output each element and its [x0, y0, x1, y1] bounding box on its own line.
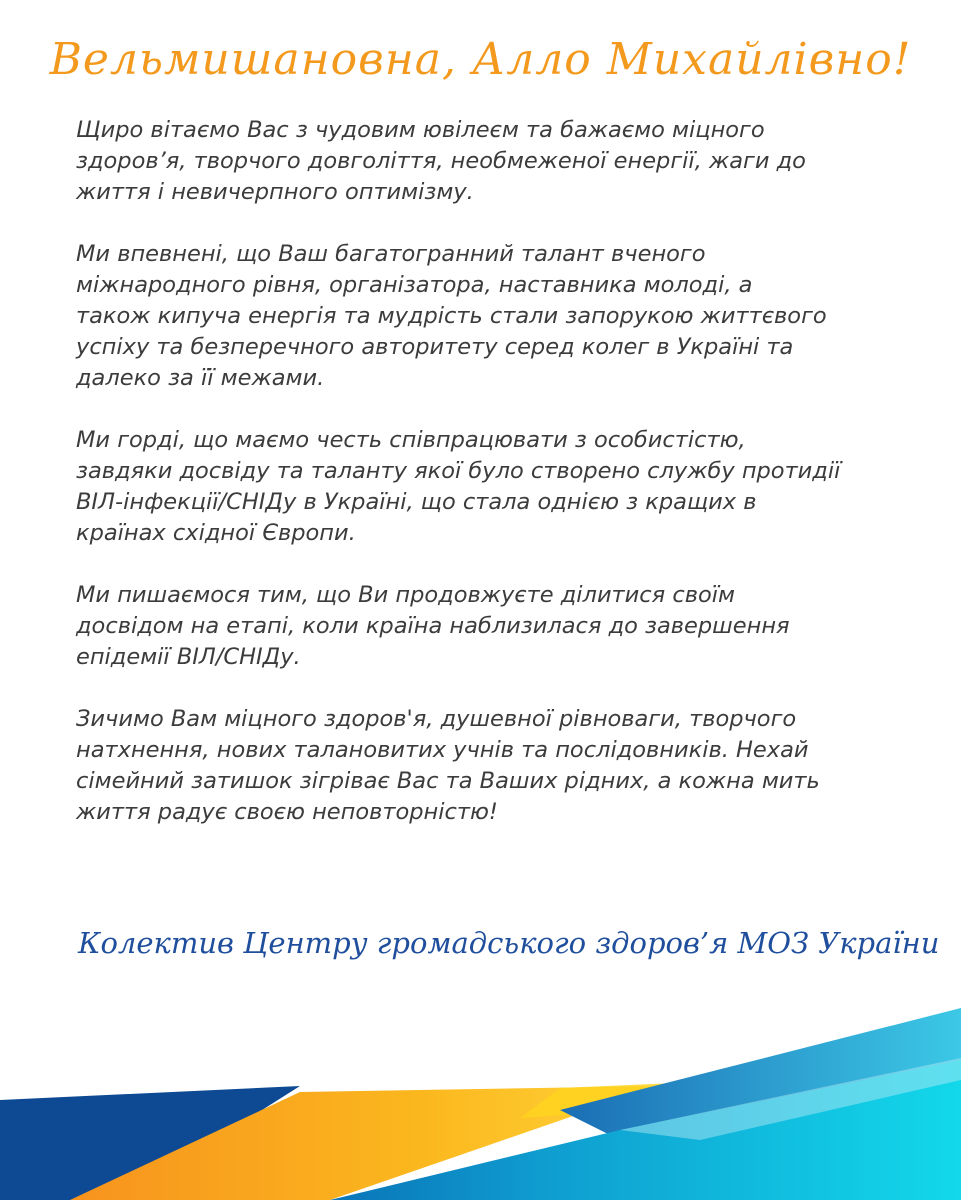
text-line: Зичимо Вам міцного здоров'я, душевної рівноваги, творчого — [76, 706, 797, 732]
text-line: країнах східної Європи. — [76, 520, 356, 546]
text-line: досвідом на етапі, коли країна наблизилася до завершення — [76, 613, 790, 639]
text-line: Ми пишаємося тим, що Ви продовжуєте ділитися своїм — [76, 582, 735, 608]
signature: Колектив Центру громадського здоров’я МОЗ України — [78, 926, 940, 960]
paragraph-4 — [76, 580, 906, 673]
paragraph-2 — [76, 239, 906, 394]
paragraph-1 — [76, 115, 906, 208]
text-line: натхнення, нових талановитих учнів та послідовників. Нехай — [76, 737, 809, 763]
text-line: успіху та безперечного авторитету серед колег в Україні та — [76, 334, 794, 360]
text-line: епідемії ВІЛ/СНІДу. — [76, 644, 301, 670]
text-line: далеко за її межами. — [76, 365, 325, 391]
text-line: також кипуча енергія та мудрість стали запорукою життєвого — [76, 303, 827, 329]
text-line: завдяки досвіду та таланту якої було створено службу протидії — [76, 458, 841, 484]
decorative-bands — [0, 990, 961, 1200]
text-line: Ми горді, що маємо честь співпрацювати з особистістю, — [76, 427, 746, 453]
text-line: здоров’я, творчого довголіття, необмеженої енергії, жаги до — [76, 148, 806, 174]
paragraph-5 — [76, 704, 906, 828]
text-line: життя радує своєю неповторністю! — [76, 799, 498, 825]
paragraph-3 — [76, 425, 906, 549]
text-line: Ми впевнені, що Ваш багатогранний талант вченого — [76, 241, 706, 267]
text-line: міжнародного рівня, організатора, наставника молоді, а — [76, 272, 753, 298]
text-line: Щиро вітаємо Вас з чудовим ювілеєм та бажаємо міцного — [76, 117, 765, 143]
text-line: життя і невичерпного оптимізму. — [76, 179, 474, 205]
letter-body — [76, 115, 906, 859]
text-line: сімейний затишок зігріває Вас та Ваших рідних, а кожна мить — [76, 768, 820, 794]
greeting-heading: Вельмишановна, Алло Михайлівно! — [49, 34, 912, 85]
text-line: ВІЛ-інфекції/СНІДу в Україні, що стала однією з кращих в — [76, 489, 757, 515]
